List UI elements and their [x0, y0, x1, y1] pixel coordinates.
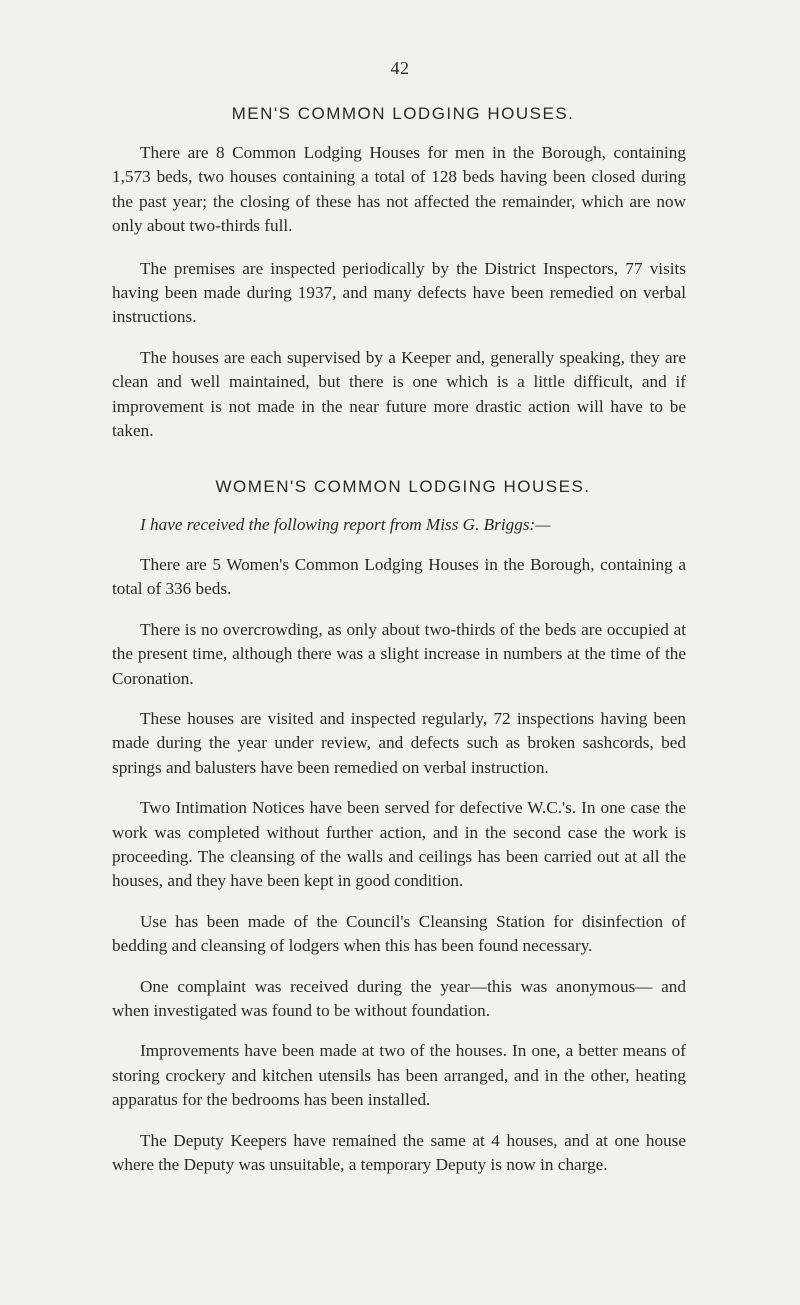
paragraph: Two Intimation Notices have been served for defective W.C.'s. In one case the work was completed without further action, and in the second case the work is proceeding. The cleansing of the walls and ceilings has been carried out at all the houses, and they have been kept in good condition. — [112, 798, 686, 891]
paragraph: Use has been made of the Council's Cleansing Station for disinfection of bedding and cleansing of lodgers when this has been found necessary. — [112, 911, 686, 956]
paragraph: The premises are inspected periodically by the District Inspectors, 77 visits having been made during 1937, and many defects have been remedied on verbal instructions. — [112, 258, 686, 327]
paragraph: There are 8 Common Lodging Houses for men in the Borough, containing 1,573 beds, two houses containing a total of 128 beds having been closed during the past year; the closing of these has not affected the remainder, which are now only about two-thirds full. — [112, 143, 686, 236]
paragraph: There are 5 Women's Common Lodging Houses in the Borough, containing a total of 336 beds. — [112, 554, 686, 599]
paragraph: One complaint was received during the year—this was anonymous— and when investigated was found to be without foundation. — [112, 976, 686, 1020]
paragraph: The Deputy Keepers have remained the same at 4 houses, and at one house where the Deputy was unsuitable, a temporary Deputy is now in charge. — [112, 1130, 686, 1174]
womens-lodging-section — [112, 477, 686, 1177]
paragraph: These houses are visited and inspected regularly, 72 inspections having been made during the year under review, and defects such as broken sashcords, bed springs and balusters have been remedied on verbal instruction. — [112, 708, 686, 777]
page-body — [112, 104, 686, 1193]
section-heading-men: MEN'S COMMON LODGING HOUSES. — [231, 104, 575, 123]
mens-lodging-section — [112, 104, 686, 443]
paragraph: The houses are each supervised by a Keeper and, generally speaking, they are clean and well maintained, but there is one which is a little difficult, and if improvement is not made in the near future more drastic action will have to be taken. — [112, 347, 686, 441]
page-number: 42 — [390, 58, 410, 78]
paragraph: Improvements have been made at two of the houses. In one, a better means of storing crockery and kitchen utensils has been arranged, and in the other, heating apparatus for the bedrooms has been installed. — [112, 1041, 686, 1110]
report-intro: I have received the following report from Miss G. Briggs:— — [140, 515, 551, 535]
section-heading-women: WOMEN'S COMMON LODGING HOUSES. — [215, 477, 591, 497]
paragraph: There is no overcrowding, as only about two-thirds of the beds are occupied at the present time, although there was a slight increase in numbers at the time of the Coronation. — [112, 619, 686, 688]
